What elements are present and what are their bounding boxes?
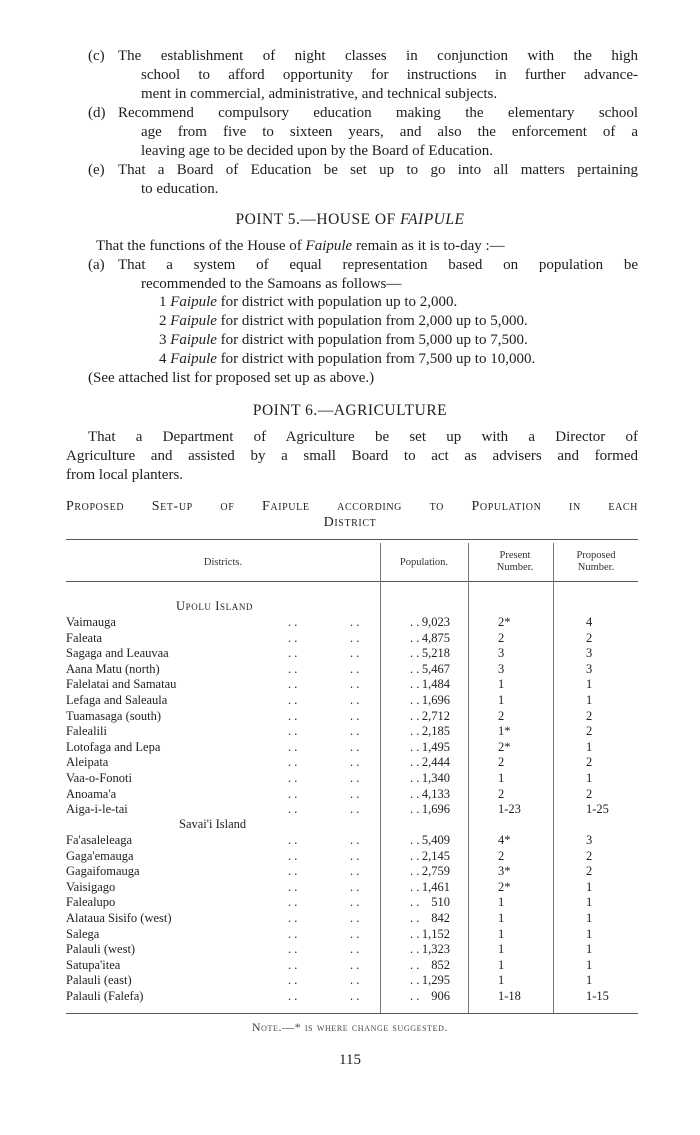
present-number-cell: 1 [498, 677, 505, 692]
proposed-number-cell: 1 [586, 957, 593, 972]
leader-dots: . . [288, 786, 298, 801]
leader-dots: . . [350, 911, 360, 925]
faipule-scale-item [159, 312, 528, 330]
present-number-cell: 4* [498, 833, 511, 847]
scale-word: Faipule [170, 294, 217, 310]
leader-dots: . . [350, 957, 360, 972]
leader-dots: . . [350, 786, 360, 801]
leader-dots: . . [350, 708, 360, 723]
population-cell: 2,444 [421, 755, 450, 770]
table-row [66, 755, 638, 770]
district-name: Falealili [66, 724, 107, 739]
table-row [66, 880, 638, 895]
leader-dots: . . [350, 630, 360, 645]
leader-dots: . . [350, 879, 360, 894]
table-row [66, 787, 638, 802]
faipule-scale-item [159, 293, 457, 311]
faipule-scale-item [159, 331, 528, 349]
present-number-cell: 3* [498, 864, 511, 879]
leader-dots: . . [410, 755, 420, 770]
population-cell: 4,133 [421, 786, 450, 801]
leader-dots: . . [350, 615, 360, 629]
leader-dots: . . [410, 771, 420, 785]
leader-dots: . . [410, 708, 420, 723]
leader-dots: . . [288, 615, 298, 629]
leader-dots: . . [350, 942, 360, 957]
point5-heading [0, 211, 700, 229]
point5-heading-prefix: POINT 5.—HOUSE OF [235, 211, 401, 228]
proposed-number-cell: 2 [586, 755, 593, 770]
population-cell: 5,409 [421, 833, 450, 847]
leader-dots: . . [350, 802, 360, 817]
present-number-cell: 1 [498, 973, 505, 988]
leader-dots: . . [288, 771, 298, 785]
table-row [66, 662, 638, 677]
scale-num: 2 [159, 313, 167, 329]
leader-dots: . . [350, 771, 360, 785]
leader-dots: . . [350, 973, 360, 988]
item-text-line: age from five to sixteen years, and also the enforcement of a [141, 124, 638, 140]
leader-dots: . . [410, 957, 420, 972]
proposed-number-cell: 1-25 [586, 802, 609, 817]
leader-dots: . . [288, 957, 298, 972]
population-cell: 1,696 [421, 693, 450, 707]
present-number-cell: 2 [498, 755, 505, 770]
proposed-number-cell: 1 [586, 879, 593, 894]
leader-dots: . . [410, 833, 420, 847]
leader-dots: . . [288, 973, 298, 988]
population-cell: 2,145 [421, 848, 450, 863]
district-name: Vaimauga [66, 615, 116, 629]
leader-dots: . . [288, 802, 298, 817]
proposed-number-cell: 3 [586, 661, 593, 676]
leader-dots: . . [410, 693, 420, 707]
district-name: Faleata [66, 630, 103, 645]
table-row [66, 677, 638, 692]
table-row [66, 709, 638, 724]
proposed-number-cell: 2 [586, 848, 593, 863]
leader-dots: . . [350, 833, 360, 847]
column-header-present: Present Number. [496, 550, 534, 573]
table-row [66, 849, 638, 864]
present-number-cell: 1-23 [498, 802, 521, 817]
district-name: Aleipata [66, 755, 109, 770]
proposed-number-cell: 1 [586, 973, 593, 988]
leader-dots: . . [288, 848, 298, 863]
table-row [66, 927, 638, 942]
item-text-line: to education. [141, 181, 219, 197]
table-row [66, 864, 638, 879]
leader-dots: . . [410, 646, 420, 661]
leader-dots: . . [410, 926, 420, 941]
population-cell: 2,712 [421, 708, 450, 723]
proposed-number-cell: 1 [586, 693, 593, 707]
population-cell: 5,218 [421, 646, 450, 661]
present-number-cell: 1 [498, 957, 505, 972]
leader-dots: . . [410, 615, 420, 629]
proposed-number-cell: 4 [586, 615, 593, 629]
proposed-number-cell: 1 [586, 895, 593, 910]
point5-see-attached: (See attached list for proposed set up as above.) [88, 370, 375, 386]
present-number-cell: 1* [498, 724, 511, 739]
leader-dots: . . [410, 661, 420, 676]
scale-num: 1 [159, 294, 167, 310]
district-name: Vaisigago [66, 879, 116, 894]
leader-dots: . . [350, 661, 360, 676]
proposed-number-cell: 2 [586, 724, 593, 739]
proposed-number-cell: 2 [586, 864, 593, 879]
column-header-districts: Districts. [203, 557, 243, 568]
item-text-line: school to afford opportunity for instructions in further advance- [141, 67, 638, 83]
population-cell: 2,185 [421, 724, 450, 739]
column-header-population: Population. [399, 557, 449, 568]
population-cell: 1,340 [421, 771, 450, 785]
point5-intro-pre: That the functions of the House of [96, 238, 306, 254]
scale-word: Faipule [170, 332, 217, 348]
leader-dots: . . [288, 755, 298, 770]
district-name: Salega [66, 926, 100, 941]
leader-dots: . . [410, 630, 420, 645]
district-name: Falelatai and Samatau [66, 677, 177, 692]
point5-intro-post: remain as it is to-day :— [352, 238, 505, 254]
scale-text: for district with population from 7,500 up to 10,000. [216, 351, 536, 367]
present-number-cell: 1 [498, 911, 505, 925]
leader-dots: . . [350, 693, 360, 707]
leader-dots: . . [410, 802, 420, 817]
point6-line: from local planters. [66, 467, 184, 483]
leader-dots: . . [350, 646, 360, 661]
population-cell: 1,495 [421, 739, 450, 754]
district-name: Vaa-o-Fonoti [66, 771, 132, 785]
proposed-number-cell: 3 [586, 833, 593, 847]
population-cell: 906 [431, 989, 450, 1003]
proposed-number-cell: 2 [586, 708, 593, 723]
leader-dots: . . [288, 989, 298, 1003]
leader-dots: . . [288, 677, 298, 692]
leader-dots: . . [288, 724, 298, 739]
point5-a-line2: recommended to the Samoans as follows— [141, 276, 402, 292]
leader-dots: . . [410, 942, 420, 957]
population-cell: 9,023 [421, 615, 450, 629]
present-number-cell: 2 [498, 848, 505, 863]
table-bottom-rule [66, 1013, 638, 1014]
table-row [66, 833, 638, 848]
population-cell: 1,484 [421, 677, 450, 692]
proposed-number-cell: 1 [586, 677, 593, 692]
district-name: Palauli (east) [66, 973, 132, 988]
leader-dots: . . [350, 926, 360, 941]
leader-dots: . . [350, 724, 360, 739]
leader-dots: . . [288, 630, 298, 645]
faipule-scale-item [159, 350, 535, 368]
proposed-number-cell: 1 [586, 771, 593, 785]
item-label: (c) [88, 48, 105, 64]
district-name: Tuamasaga (south) [66, 708, 162, 723]
table-row [66, 958, 638, 973]
present-number-cell: 1 [498, 895, 505, 910]
table-row [66, 693, 638, 708]
item-text-line: The establishment of night classes in conjunction with the high [118, 48, 638, 64]
item-label: (d) [88, 105, 106, 121]
district-name: Palauli (Falefa) [66, 989, 144, 1003]
scale-text: for district with population from 2,000 up to 5,000. [216, 313, 528, 329]
leader-dots: . . [288, 693, 298, 707]
district-name: Fa'asaleleaga [66, 833, 133, 847]
upolu-island-heading: Upolu Island [176, 599, 254, 613]
population-cell: 4,875 [421, 630, 450, 645]
population-cell: 5,467 [421, 661, 450, 676]
proposed-number-cell: 1 [586, 942, 593, 957]
district-name: Anoama'a [66, 786, 117, 801]
leader-dots: . . [410, 848, 420, 863]
table-row [66, 631, 638, 646]
table-row [66, 615, 638, 630]
table-row [66, 911, 638, 926]
present-number-cell: 1 [498, 693, 505, 707]
table-row [66, 724, 638, 739]
present-number-cell: 2* [498, 615, 511, 629]
leader-dots: . . [288, 708, 298, 723]
point6-line: Agriculture and assisted by a small Board to act as advisers and formed [66, 448, 638, 464]
present-number-cell: 2* [498, 739, 511, 754]
leader-dots: . . [288, 833, 298, 847]
proposed-number-cell: 1 [586, 739, 593, 754]
leader-dots: . . [350, 739, 360, 754]
table-row [66, 771, 638, 786]
present-number-cell: 2 [498, 786, 505, 801]
proposed-number-cell: 2 [586, 786, 593, 801]
table-row [66, 646, 638, 661]
leader-dots: . . [288, 942, 298, 957]
present-number-cell: 1 [498, 942, 505, 957]
leader-dots: . . [350, 864, 360, 879]
proposed-number-cell: 1-15 [586, 989, 609, 1003]
proposed-number-cell: 1 [586, 926, 593, 941]
point5-intro-italic: Faipule [305, 238, 353, 254]
leader-dots: . . [410, 911, 420, 925]
proposed-number-cell: 1 [586, 911, 593, 925]
point5-intro [96, 237, 505, 255]
present-number-cell: 2* [498, 879, 511, 894]
item-text-line: leaving age to be decided upon by the Board of Education. [141, 143, 493, 159]
table-row [66, 989, 638, 1004]
leader-dots: . . [410, 895, 420, 910]
table-row [66, 895, 638, 910]
present-number-cell: 2 [498, 708, 505, 723]
item-label: (e) [88, 162, 105, 178]
item-text-line: ment in commercial, administrative, and technical subjects. [141, 86, 498, 102]
table-note: Note.—* is where change suggested. [251, 1020, 449, 1034]
item-text-line: That a Board of Education be set up to go into all matters pertaining [118, 162, 638, 178]
leader-dots: . . [288, 926, 298, 941]
point5-a-line1: That a system of equal representation based on population be [118, 257, 638, 273]
leader-dots: . . [288, 911, 298, 925]
point6-line: That a Department of Agriculture be set up with a Director of [88, 429, 638, 445]
district-name: Gaga'emauga [66, 848, 134, 863]
district-name: Palauli (west) [66, 942, 136, 957]
table-top-rule [66, 539, 638, 540]
leader-dots: . . [288, 864, 298, 879]
population-cell: 1,295 [421, 973, 450, 988]
page-number: 115 [339, 1052, 361, 1068]
population-cell: 1,696 [421, 802, 450, 817]
proposed-number-cell: 2 [586, 630, 593, 645]
scale-word: Faipule [170, 351, 217, 367]
present-number-cell: 3 [498, 661, 505, 676]
point5-a-label: (a) [88, 257, 105, 273]
table-title-line1: Proposed Set-up of Faipule according to Population in each [66, 499, 638, 514]
leader-dots: . . [288, 879, 298, 894]
district-name: Aiga-i-le-tai [66, 802, 128, 817]
present-number-cell: 1-18 [498, 989, 521, 1003]
scale-word: Faipule [170, 313, 217, 329]
district-name: Alataua Sisifo (west) [66, 911, 172, 925]
leader-dots: . . [410, 989, 420, 1003]
table-row [66, 973, 638, 988]
leader-dots: . . [288, 895, 298, 910]
population-cell: 842 [431, 911, 450, 925]
leader-dots: . . [410, 786, 420, 801]
table-title-line2: District [323, 515, 377, 530]
population-cell: 2,759 [421, 864, 450, 879]
leader-dots: . . [410, 724, 420, 739]
district-name: Lefaga and Saleaula [66, 693, 168, 707]
population-cell: 1,152 [421, 926, 450, 941]
leader-dots: . . [350, 895, 360, 910]
leader-dots: . . [410, 677, 420, 692]
population-cell: 510 [431, 895, 450, 910]
leader-dots: . . [410, 739, 420, 754]
leader-dots: . . [350, 677, 360, 692]
point6-heading: POINT 6.—AGRICULTURE [252, 402, 448, 419]
leader-dots: . . [410, 879, 420, 894]
point5-heading-italic: FAIPULE [400, 211, 465, 228]
district-name: Aana Matu (north) [66, 661, 160, 676]
leader-dots: . . [288, 661, 298, 676]
leader-dots: . . [350, 848, 360, 863]
leader-dots: . . [288, 646, 298, 661]
population-cell: 852 [431, 957, 450, 972]
population-cell: 1,461 [421, 879, 450, 894]
present-number-cell: 2 [498, 630, 505, 645]
district-name: Satupa'itea [66, 957, 121, 972]
leader-dots: . . [350, 989, 360, 1003]
table-row [66, 740, 638, 755]
district-name: Sagaga and Leauvaa [66, 646, 169, 661]
table-row [66, 942, 638, 957]
scale-num: 3 [159, 332, 167, 348]
scale-text: for district with population from 5,000 up to 7,500. [216, 332, 528, 348]
district-name: Gagaifomauga [66, 864, 140, 879]
proposed-number-cell: 3 [586, 646, 593, 661]
table-row [66, 802, 638, 817]
item-text-line: Recommend compulsory education making the elementary school [118, 105, 638, 121]
population-cell: 1,323 [421, 942, 450, 957]
present-number-cell: 1 [498, 771, 505, 785]
district-name: Falealupo [66, 895, 116, 910]
leader-dots: . . [410, 973, 420, 988]
savaii-island-heading: Savai'i Island [179, 817, 247, 831]
leader-dots: . . [410, 864, 420, 879]
present-number-cell: 1 [498, 926, 505, 941]
leader-dots: . . [350, 755, 360, 770]
scale-text: for district with population up to 2,000. [216, 294, 458, 310]
column-header-proposed: Proposed Number. [576, 550, 616, 573]
present-number-cell: 3 [498, 646, 505, 661]
scale-num: 4 [159, 351, 167, 367]
leader-dots: . . [288, 739, 298, 754]
district-name: Lotofaga and Lepa [66, 739, 161, 754]
